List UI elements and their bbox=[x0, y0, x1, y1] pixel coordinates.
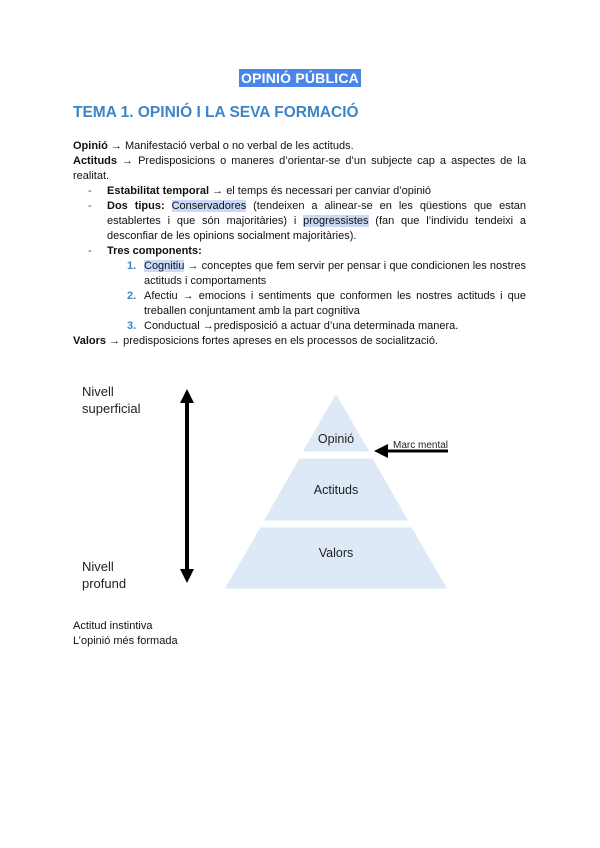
component-number: 3. bbox=[127, 320, 137, 332]
estabilitat-text: → el temps és necessari per canviar d’opinió bbox=[209, 185, 432, 197]
closing-line-2: L’opinió més formada bbox=[73, 635, 178, 647]
document-title: OPINIÓ PÚBLICA bbox=[241, 70, 359, 86]
bottom-label-line1: Nivell bbox=[82, 559, 114, 574]
estabilitat-term: Estabilitat temporal bbox=[107, 185, 210, 197]
opinio-term: Opinió bbox=[73, 140, 108, 152]
closing-line-1: Actitud instintiva bbox=[73, 620, 153, 632]
pyramid-label-valors: Valors bbox=[318, 546, 354, 560]
top-label-line2: superficial bbox=[82, 401, 141, 416]
component-term: Afectiu bbox=[144, 290, 178, 302]
bullet-marker: - bbox=[88, 200, 92, 212]
bullet-marker: - bbox=[88, 245, 92, 257]
valors-text: → predisposicions fortes apreses en els processos de socialització. bbox=[106, 335, 439, 347]
marc-mental-label: Marc mental bbox=[393, 440, 448, 451]
top-label-line1: Nivell bbox=[82, 384, 114, 399]
bottom-label-line2: profund bbox=[82, 576, 127, 591]
component-term: Conductual bbox=[144, 320, 200, 332]
dos-tipus-term: Dos tipus: bbox=[107, 200, 165, 212]
component-term-highlight: Cognitiu bbox=[144, 260, 185, 272]
closing-notes bbox=[73, 619, 178, 649]
opinio-text: → Manifestació verbal o no verbal de les actituds. bbox=[107, 140, 354, 152]
component-number: 1. bbox=[127, 260, 137, 272]
pyramid-label-actituds: Actituds bbox=[313, 483, 359, 497]
component-text: → conceptes que fem servir per pensar i que condicionen les nostres actituds i comportaments bbox=[144, 260, 526, 287]
conservadors-text: (tendeixen a alinear-se en les qüestions que estan establertes i que són majoritàries) i bbox=[107, 200, 527, 227]
valors-term: Valors bbox=[73, 335, 107, 347]
component-text: → emocions i sentiments que conformen les nostres actituds i que treballen conjuntament amb la part cognitiva bbox=[144, 290, 526, 317]
progressistes-highlight: progressistes bbox=[303, 215, 369, 227]
section-heading: TEMA 1. OPINIÓ I LA SEVA FORMACIÓ bbox=[73, 104, 359, 121]
component-number: 2. bbox=[127, 290, 137, 302]
tres-components-term: Tres components: bbox=[107, 245, 202, 257]
depth-double-arrow bbox=[180, 389, 194, 583]
actituds-text: → Predisposicions o maneres d’orientar-se d’un subjecte cap a aspectes de la realitat. bbox=[73, 155, 526, 182]
bullet-marker: - bbox=[88, 185, 92, 197]
progressistes-text: (fan que l’individu tendeixi a desconfiar de les opinions socialment majoritàries). bbox=[107, 215, 527, 242]
pyramid-label-opinio: Opinió bbox=[317, 432, 355, 446]
conservadors-highlight: Conservadores bbox=[171, 200, 247, 212]
component-text: →predisposició a actuar d’una determinada manera. bbox=[199, 320, 459, 332]
actituds-term: Actituds bbox=[73, 155, 117, 167]
